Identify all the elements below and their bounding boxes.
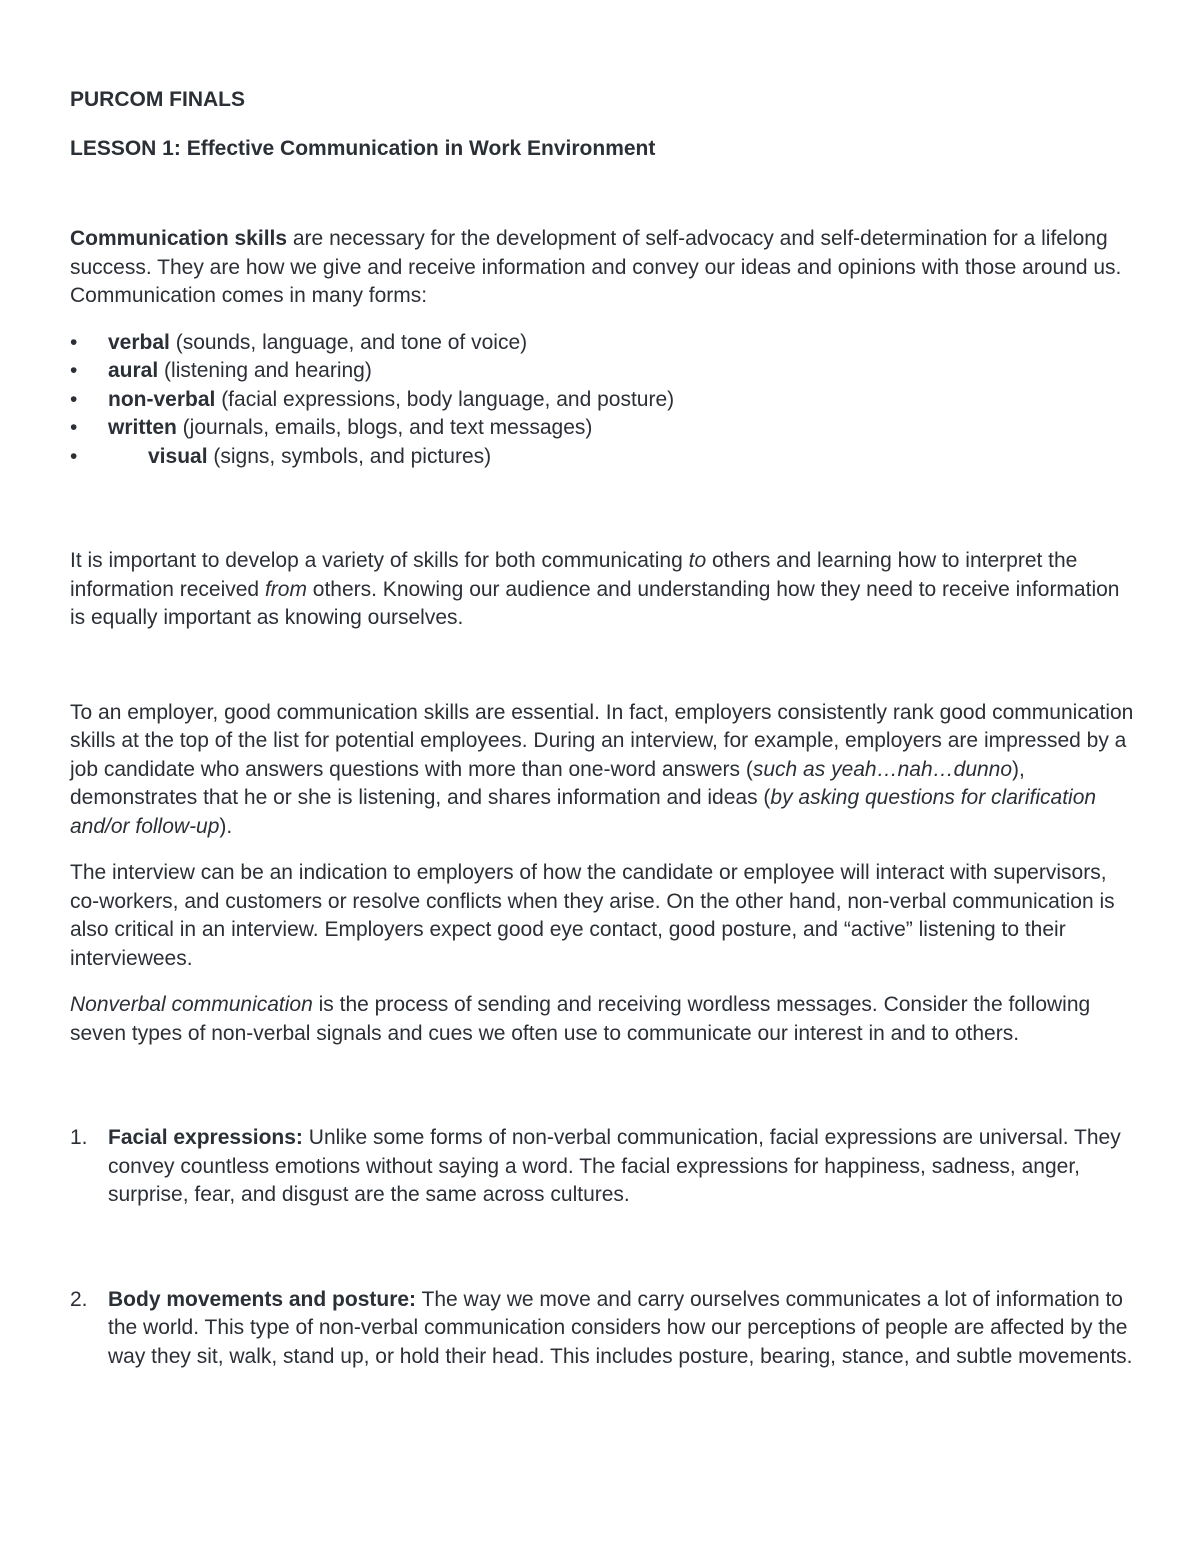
form-desc: (facial expressions, body language, and posture) — [215, 387, 675, 411]
list-item — [70, 386, 1140, 415]
emphasis-text: such as yeah…nah…dunno — [752, 757, 1013, 781]
emphasis-text: Nonverbal communication — [70, 993, 313, 1016]
emphasis-text: to — [688, 549, 707, 572]
bullet-icon: • — [70, 359, 78, 382]
form-term: visual — [148, 444, 208, 468]
list-item — [70, 1286, 1140, 1372]
form-term: verbal — [108, 330, 170, 354]
employer-paragraph — [70, 699, 1140, 842]
text-segment: It is important to develop a variety of skills for both communicating — [70, 549, 689, 572]
form-term: non-verbal — [108, 387, 216, 411]
signal-term: Body movements and posture: — [108, 1287, 417, 1311]
signal-desc: Unlike some forms of non-verbal communication, facial expressions are universal. They convey countless emotions without saying a word. The facial expressions for happiness, sadness, anger, surprise, fear, and disgust are the same across cultures. — [108, 1126, 1121, 1206]
nonverbal-paragraph — [70, 991, 1140, 1048]
text-segment: others. Knowing our audience and understanding how they need to receive information is equally important as knowing ourselves. — [70, 577, 1120, 629]
document-title: PURCOM FINALS — [70, 88, 245, 111]
form-desc: (sounds, language, and tone of voice) — [169, 330, 528, 354]
lesson-title: LESSON 1: Effective Communication in Work Environment — [70, 136, 656, 160]
list-item — [70, 414, 1140, 443]
list-item — [70, 1124, 1140, 1210]
text-segment: is the process of sending and receiving wordless messages. Consider the following seven types of non-verbal signals and cues we often use to communicate our interest in and to others. — [70, 993, 1091, 1045]
bullet-icon: • — [70, 416, 78, 439]
form-term: aural — [108, 359, 159, 382]
importance-paragraph — [70, 547, 1140, 633]
text-segment: ), demonstrates that he or she is listening, and shares information and ideas ( — [70, 757, 1025, 809]
emphasis-text: by asking questions for clarification and/or follow-up — [70, 786, 1097, 838]
nonverbal-signals-list — [70, 1124, 1140, 1371]
form-term: written — [108, 416, 177, 439]
list-item — [70, 443, 1140, 472]
bullet-icon: • — [70, 444, 78, 468]
text-segment: others and learning how to interpret the information received — [70, 549, 1078, 601]
interview-paragraph: The interview can be an indication to employers of how the candidate or employee will interact with supervisors, co-workers, and customers or resolve conflicts when they arise. On the other hand, non-verbal communication is also critical in an interview. Employers expect good eye contact, good posture, and “active” listening to their interviewees. — [70, 861, 1115, 970]
text-segment: ). — [219, 814, 233, 838]
communication-forms-list — [70, 329, 1140, 472]
intro-text: are necessary for the development of self-advocacy and self-determination for a lifelong success. They are how we give and receive information and convey our ideas and opinions with those around us. Communication comes in many forms: — [70, 227, 1122, 307]
list-item — [70, 357, 1140, 386]
document-page — [70, 86, 1140, 1447]
bullet-icon: • — [70, 330, 78, 354]
list-item — [70, 329, 1140, 358]
intro-term: Communication skills — [70, 227, 288, 250]
bullet-icon: • — [70, 387, 78, 411]
signal-term: Facial expressions: — [108, 1126, 303, 1149]
emphasis-text: from — [264, 577, 307, 601]
intro-paragraph — [70, 225, 1140, 311]
list-number: 1. — [70, 1126, 88, 1149]
signal-desc: The way we move and carry ourselves communicates a lot of information to the world. This type of non-verbal communication considers how our perceptions of people are affected by the way they sit, walk, stand up, or hold their head. This includes posture, bearing, stance, and subtle movements. — [108, 1287, 1133, 1368]
form-desc: (listening and hearing) — [158, 359, 372, 382]
form-desc: (journals, emails, blogs, and text messages) — [176, 416, 593, 439]
text-segment: To an employer, good communication skills are essential. In fact, employers consistently rank good communication skills at the top of the list for potential employees. During an interview, for example, employers are impressed by a job candidate who answers questions with more than one-word answers ( — [70, 700, 1134, 781]
form-desc: (signs, symbols, and pictures) — [207, 444, 492, 468]
list-number: 2. — [70, 1287, 88, 1311]
